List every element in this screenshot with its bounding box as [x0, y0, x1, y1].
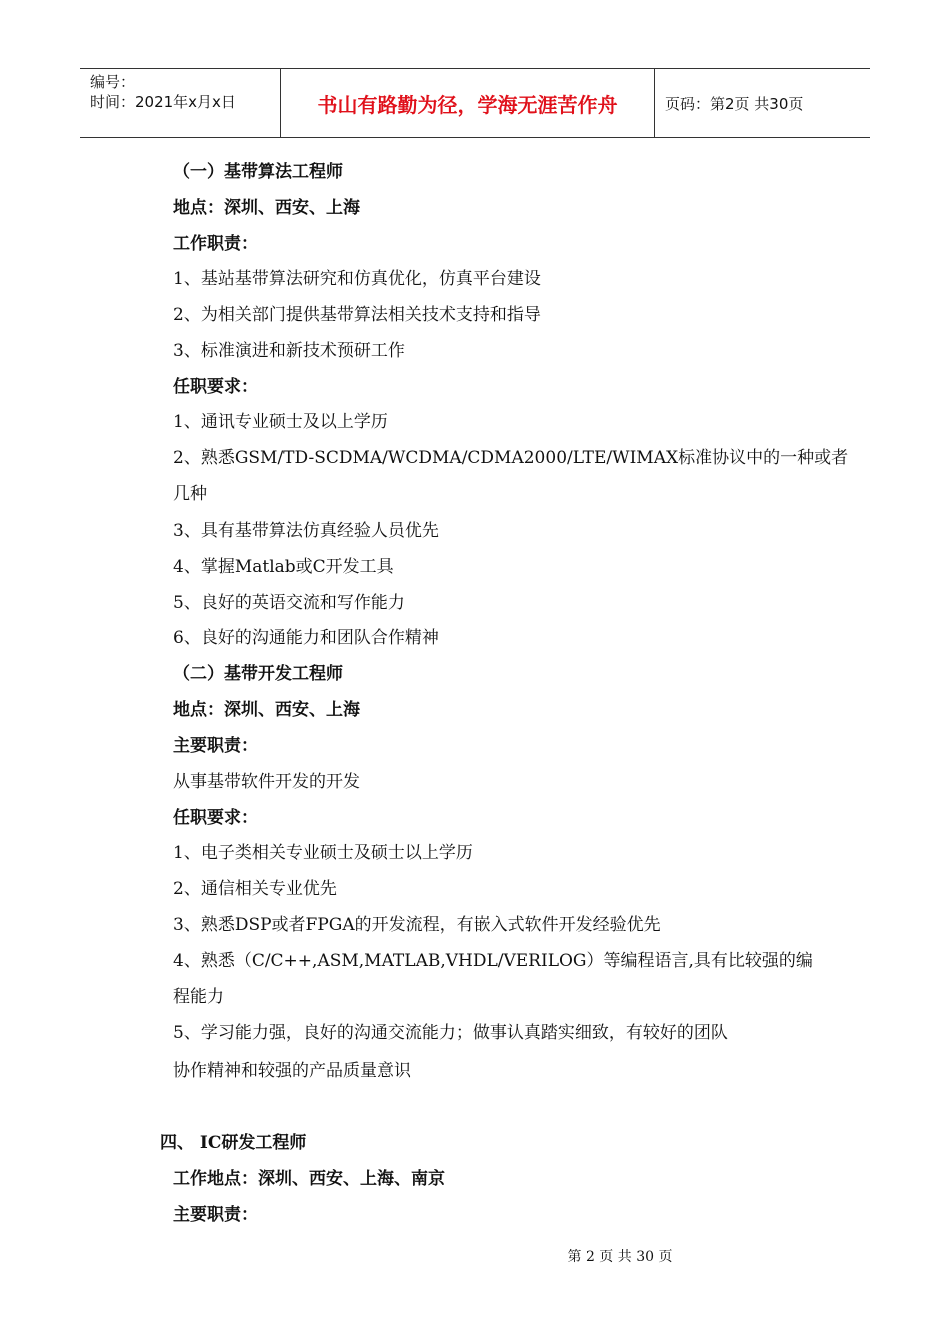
list-item: 程能力	[173, 987, 224, 1007]
section-heading: 任职要求：	[173, 808, 258, 828]
header-page-info: 页码：第2页 共30页	[665, 94, 804, 113]
section-heading: 地点：深圳、西安、上海	[173, 198, 360, 218]
list-item: 2、为相关部门提供基带算法相关技术支持和指导	[173, 305, 541, 325]
document-number-label: 编号：	[90, 73, 136, 91]
list-item: 6、良好的沟通能力和团队合作精神	[173, 628, 439, 648]
list-item: 3、熟悉DSP或者FPGA的开发流程，有嵌入式软件开发经验优先	[173, 915, 661, 935]
list-item: 1、基站基带算法研究和仿真优化，仿真平台建设	[173, 269, 541, 289]
list-item: 4、掌握Matlab或C开发工具	[173, 557, 394, 577]
section-heading: 主要职责：	[173, 736, 258, 756]
list-item: 1、通讯专业硕士及以上学历	[173, 412, 388, 432]
list-item: 1、电子类相关专业硕士及硕士以上学历	[173, 843, 473, 863]
section-heading: 地点：深圳、西安、上海	[173, 700, 360, 720]
list-item: 5、学习能力强，良好的沟通交流能力；做事认真踏实细致，有较好的团队	[173, 1023, 728, 1043]
section-heading: 工作职责：	[173, 234, 258, 254]
document-time-label: 时间：2021年x月x日	[90, 93, 236, 111]
section-heading: 工作地点：深圳、西安、上海、南京	[173, 1169, 445, 1189]
list-item: 从事基带软件开发的开发	[173, 772, 360, 792]
list-item: 4、熟悉（C/C++,ASM,MATLAB,VHDL/VERILOG）等编程语言,具有比较强的编	[173, 951, 813, 971]
section-heading: 主要职责：	[173, 1205, 258, 1225]
list-item: 几种	[173, 484, 207, 504]
header-meta	[80, 69, 281, 137]
section-heading: 四、 IC研发工程师	[160, 1133, 307, 1153]
page-header	[80, 68, 870, 138]
list-item: 5、良好的英语交流和写作能力	[173, 593, 405, 613]
section-heading: 任职要求：	[173, 377, 258, 397]
list-item: 3、标准演进和新技术预研工作	[173, 341, 405, 361]
section-heading: （一）基带算法工程师	[173, 162, 343, 182]
list-item: 协作精神和较强的产品质量意识	[173, 1061, 411, 1081]
list-item: 3、具有基带算法仿真经验人员优先	[173, 521, 439, 541]
page-footer: 第 2 页 共 30 页	[567, 1249, 673, 1265]
section-heading: （二）基带开发工程师	[173, 664, 343, 684]
list-item: 2、通信相关专业优先	[173, 879, 337, 899]
header-motto: 书山有路勤为径，学海无涯苦作舟	[281, 69, 655, 137]
list-item: 2、熟悉GSM/TD-SCDMA/WCDMA/CDMA2000/LTE/WIMAX标准协议中的一种或者	[173, 448, 849, 468]
